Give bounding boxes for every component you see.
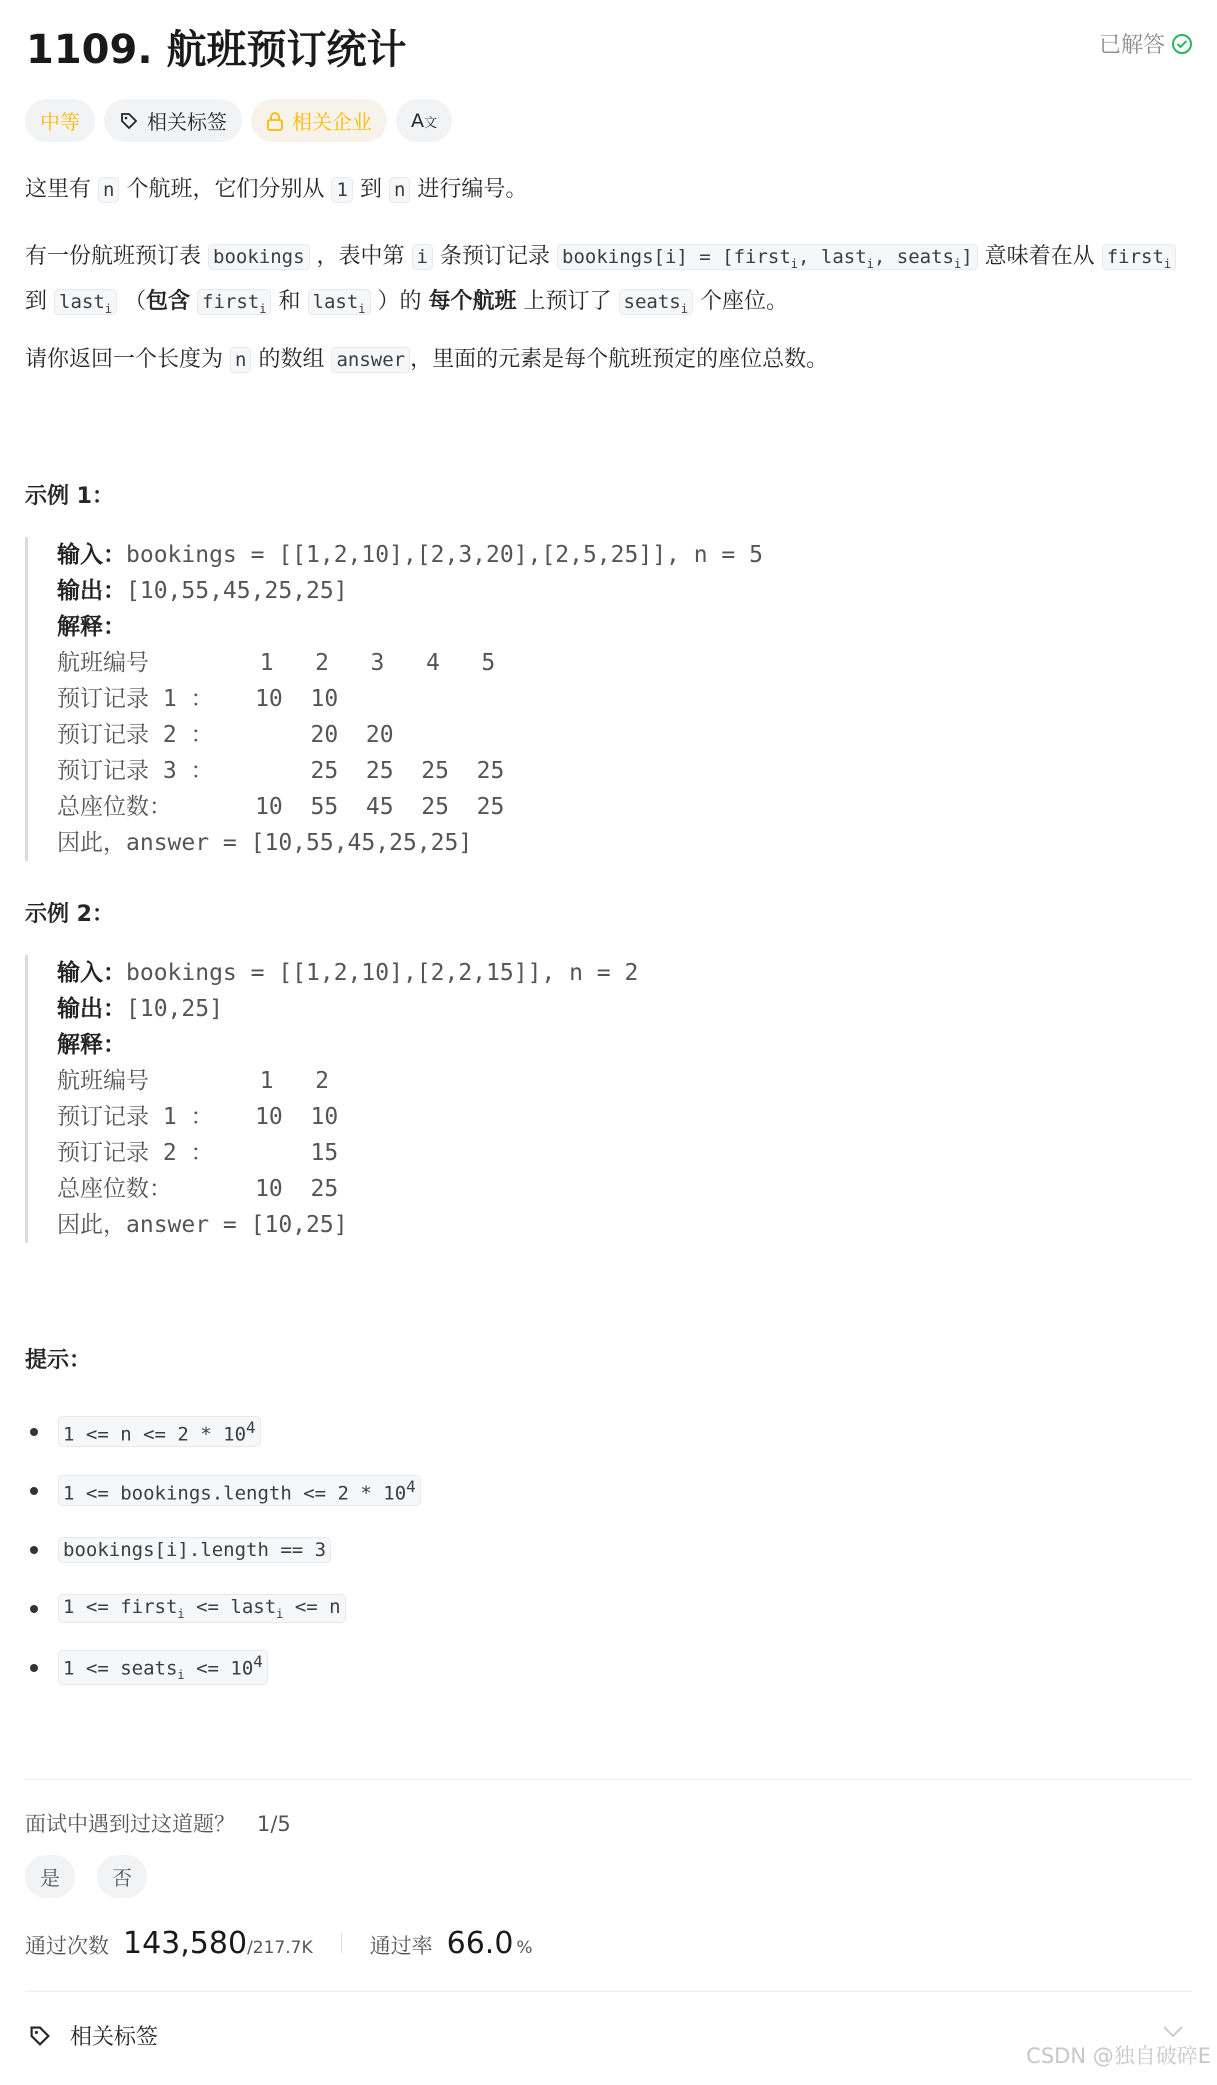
list-item: 1 <= seats$_i$ <= $10^4$ bbox=[25, 1638, 421, 1697]
lock-icon bbox=[266, 111, 284, 131]
stats: 通过次数 143,580 /217.7K 通过率 66.0 % bbox=[25, 1926, 533, 1961]
no-button[interactable]: 否 bbox=[97, 1855, 147, 1898]
list-item: bookings[i].length == 3 bbox=[25, 1520, 421, 1579]
topics-label: 相关标签 bbox=[147, 110, 227, 134]
watermark: CSDN @独自破碎E bbox=[1026, 2044, 1211, 2068]
example1-block: 输入：bookings = [[1,2,10],[2,3,20],[2,5,25]], n = 5 输出：[10,55,45,25,25] 解释： 航班编号 1 2 3 4 5 预订记录 1 ： 10 10 预订记录 2 ： 20 20 预订记录 3 ： 25 25 25 25 总座位数： 10 55 45 25 25 因此，answer = [10,55,45,25,25] bbox=[25, 537, 763, 861]
desc-p1: 这里有 n 个航班，它们分别从 1 到 n 进行编号。 bbox=[25, 177, 528, 202]
chevron-down-icon[interactable] bbox=[1162, 2025, 1184, 2039]
tag-bar bbox=[25, 99, 452, 142]
solved-status bbox=[1099, 28, 1193, 59]
divider bbox=[25, 1991, 1192, 1992]
check-circle-icon bbox=[1171, 33, 1193, 55]
related-tags-label: 相关标签 bbox=[70, 2025, 159, 2050]
difficulty-badge[interactable]: 中等 bbox=[25, 99, 95, 142]
companies-tag-button[interactable] bbox=[251, 99, 387, 142]
example1-heading: 示例 1： bbox=[25, 484, 114, 509]
topics-tag-button[interactable] bbox=[104, 99, 242, 142]
page-title: 1109. 航班预订统计 bbox=[26, 27, 407, 73]
example2-heading: 示例 2： bbox=[25, 902, 114, 927]
divider bbox=[25, 1779, 1192, 1780]
list-item: 1 <= bookings.length <= $2 * 10^4$ bbox=[25, 1461, 421, 1520]
tag-icon bbox=[28, 2024, 52, 2048]
companies-label: 相关企业 bbox=[292, 110, 372, 134]
related-tags-section[interactable] bbox=[28, 2020, 158, 2051]
translate-icon: A文 bbox=[411, 109, 438, 132]
desc-p3: 请你返回一个长度为 n 的数组 answer ，里面的元素是每个航班预定的座位总数。 bbox=[25, 347, 829, 372]
desc-p2: 有一份航班预订表 bookings ，表中第 i 条预订记录 bookings[i] = [first$_i$, last$_i$, seats$_i$] 意味着在从 first$_i$ 到 last$_i$ （包含 first$_i$ 和 last$_i$ ）的 每个航班 上预订了 seats$_i$ 个座位。 bbox=[25, 238, 1195, 328]
list-item: 1 <= first$_i$ <= last$_i$ <= n bbox=[25, 1579, 421, 1638]
hints-heading: 提示： bbox=[25, 1348, 92, 1373]
solved-label: 已解答 bbox=[1098, 33, 1165, 58]
interview-buttons bbox=[25, 1855, 147, 1898]
yes-button[interactable]: 是 bbox=[25, 1855, 75, 1898]
interview-question: 面试中遇到过这道题？ 1/5 bbox=[25, 1812, 291, 1836]
list-item: $1 <= n <= 2 * 10^4$ bbox=[25, 1402, 421, 1461]
tag-icon bbox=[119, 111, 139, 131]
translate-button[interactable] bbox=[396, 99, 452, 142]
example2-block: 输入：bookings = [[1,2,10],[2,2,15]], n = 2 输出：[10,25] 解释： 航班编号 1 2 预订记录 1 ： 10 10 预订记录 2 ： 15 总座位数： 10 25 因此，answer = [10,25] bbox=[25, 955, 638, 1243]
hints-list bbox=[25, 1402, 421, 1697]
